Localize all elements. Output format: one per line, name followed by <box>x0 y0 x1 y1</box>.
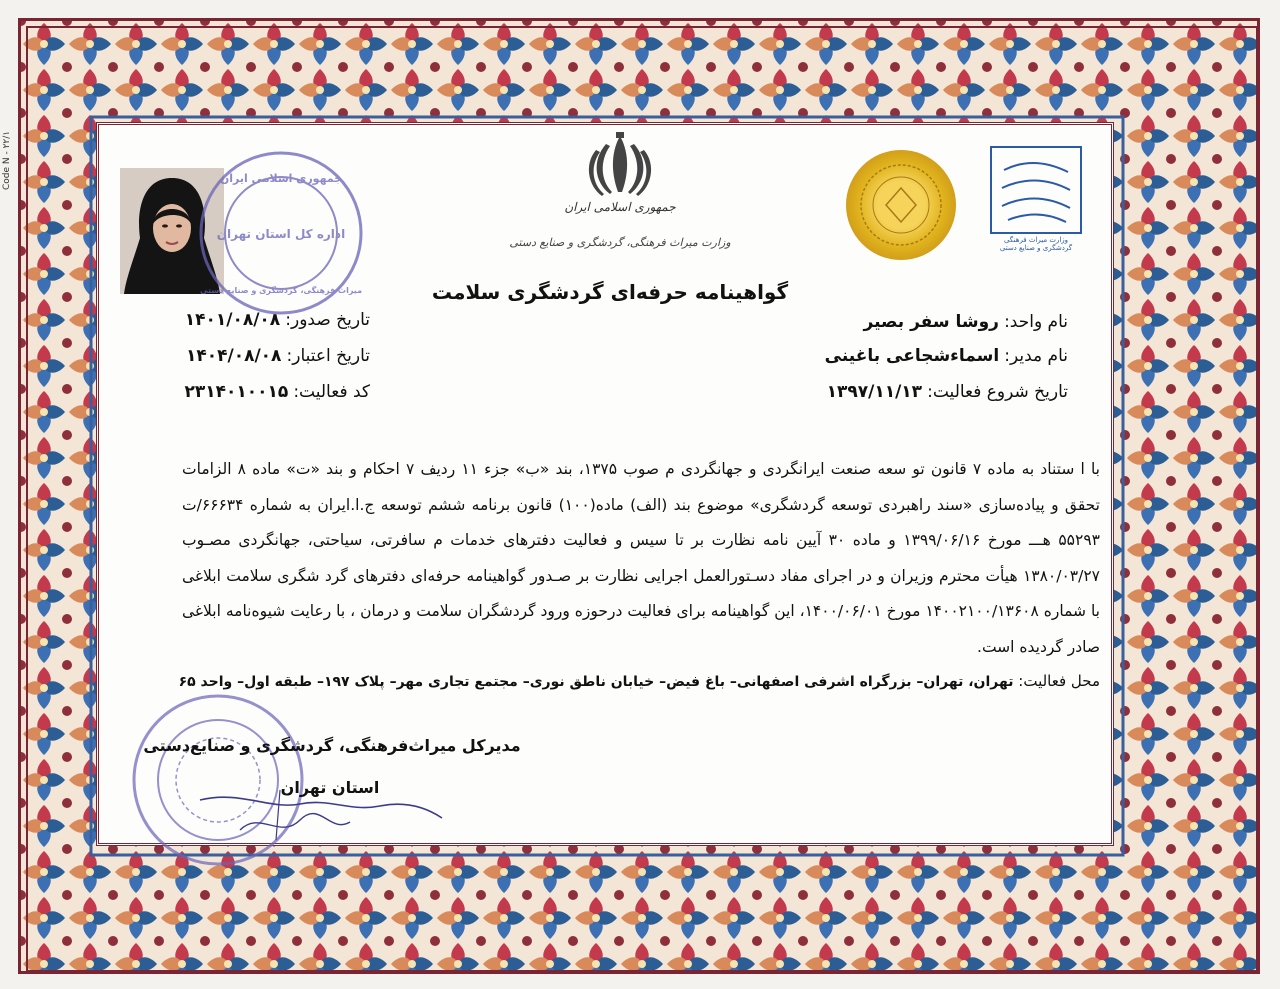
code-number: Code N - ۲۲/۱ <box>2 130 12 190</box>
national-emblem <box>580 130 660 202</box>
ministry-logo-icon <box>994 150 1078 230</box>
ministry-logo <box>990 146 1082 234</box>
manager-name-label: نام مدیر: <box>1004 346 1068 366</box>
validity-date-value: ۱۴۰۴/۰۸/۰۸ <box>185 346 282 366</box>
activity-code-label: کد فعالیت: <box>293 382 370 402</box>
activity-location <box>150 672 1100 690</box>
stamp-bottom-line: میراث فرهنگی، گردشگری و صنایع دستی <box>199 286 363 295</box>
signature-scribble <box>180 760 450 850</box>
right-field-unit <box>700 312 1068 332</box>
location-label: محل فعالیت: <box>1018 672 1100 690</box>
stamp-middle-line: اداره کل استان تهران <box>216 227 346 241</box>
right-field-start <box>700 382 1068 402</box>
ministry-name: وزارت میراث فرهنگی، گردشگری و صنایع دستی <box>509 236 731 249</box>
gold-seal <box>846 150 956 260</box>
right-field-manager <box>700 346 1068 366</box>
activity-code-value: ۲۳۱۴۰۱۰۰۱۵ <box>184 382 289 402</box>
republic-name: جمهوری اسلامی ایران <box>564 200 676 214</box>
certificate-body: با ا ستناد به ماده ۷ قانون تو سعه صنعت ایرانگردی و جهانگردی م صوب ۱۳۷۵، بند «ب» جزء ۱۱ ردیف ۷ احکام و بند «ت» ماده ۸ الزامات تحقق و پیاده‌سازی «سند راهبردی توسعه گردشگری» موضوع بند (الف) ماده(۱۰۰) قانون برنامه ششم توسعه ج.ا.ایران به شماره ۶۶۶۳۴/ت ۵۵۲۹۳ هـــ مورخ ۱۳۹۹/۰۶/۱۶ و ماده ۳۰ آیین نامه نظارت بر تا سیس و فعالیت دفترهای خدمات م سافرتی، سیاحتی، جهانگردی مصـوب ۱۳۸۰/۰۳/۲۷ هیأت محترم وزیران و در اجرای مفاد دسـتورالعمل اجرایی نظارت بر صـدور گواهینامه حرفه‌ای دفترهای گرد شگری سلامت ابلاغی با شماره ۱۴۰۰۲۱۰۰/۱۳۶۰۸ مورخ ۱۴۰۰/۰۶/۰۱، این گواهینامه برای فعالیت درحوزه ورود گردشگران سلامت و درمان ، با رعایت شیوه‌نامه ابلاغی صادر گردیده است. <box>182 460 1100 656</box>
issue-date-value: ۱۴۰۱/۰۸/۰۸ <box>184 310 281 330</box>
certificate-title: گواهینامه حرفه‌ای گردشگری سلامت <box>431 280 789 304</box>
signatory-province: استان تهران <box>280 778 380 797</box>
left-field-validity <box>140 346 370 366</box>
start-date-value: ۱۳۹۷/۱۱/۱۳ <box>826 382 923 402</box>
seal-emblem-icon <box>846 150 956 260</box>
manager-name-value: اسماءشجاعی باغینی <box>824 346 1000 366</box>
left-field-activity-code <box>140 382 370 402</box>
ministry-logo-text: وزارت میراث فرهنگی گردشگری و صنایع دستی <box>999 236 1073 252</box>
start-date-label: تاریخ شروع فعالیت: <box>927 382 1068 402</box>
unit-name-label: نام واحد: <box>1004 312 1068 332</box>
stamp-top-line: جمهوری اسلامی ایران <box>219 172 343 185</box>
location-value: تهران، تهران– بزرگراه اشرفی اصفهانی– باغ فیض– خیابان ناطق نوری– مجتمع تجاری مهر– پلاک ۱۹۷– طبقه اول– واحد ۶۵ <box>178 674 1014 690</box>
stamp-top-icon <box>196 148 366 318</box>
signatory-title: مدیرکل میراث‌فرهنگی، گردشگری و صنایع‌دستی <box>143 736 521 755</box>
unit-name-value: روشا سفر بصیر <box>863 312 999 332</box>
left-field-issue <box>140 310 370 330</box>
issue-date-label: تاریخ صدور: <box>285 310 370 330</box>
iran-emblem-icon <box>580 130 660 202</box>
validity-date-label: تاریخ اعتبار: <box>286 346 370 366</box>
official-stamp-top <box>196 148 366 318</box>
